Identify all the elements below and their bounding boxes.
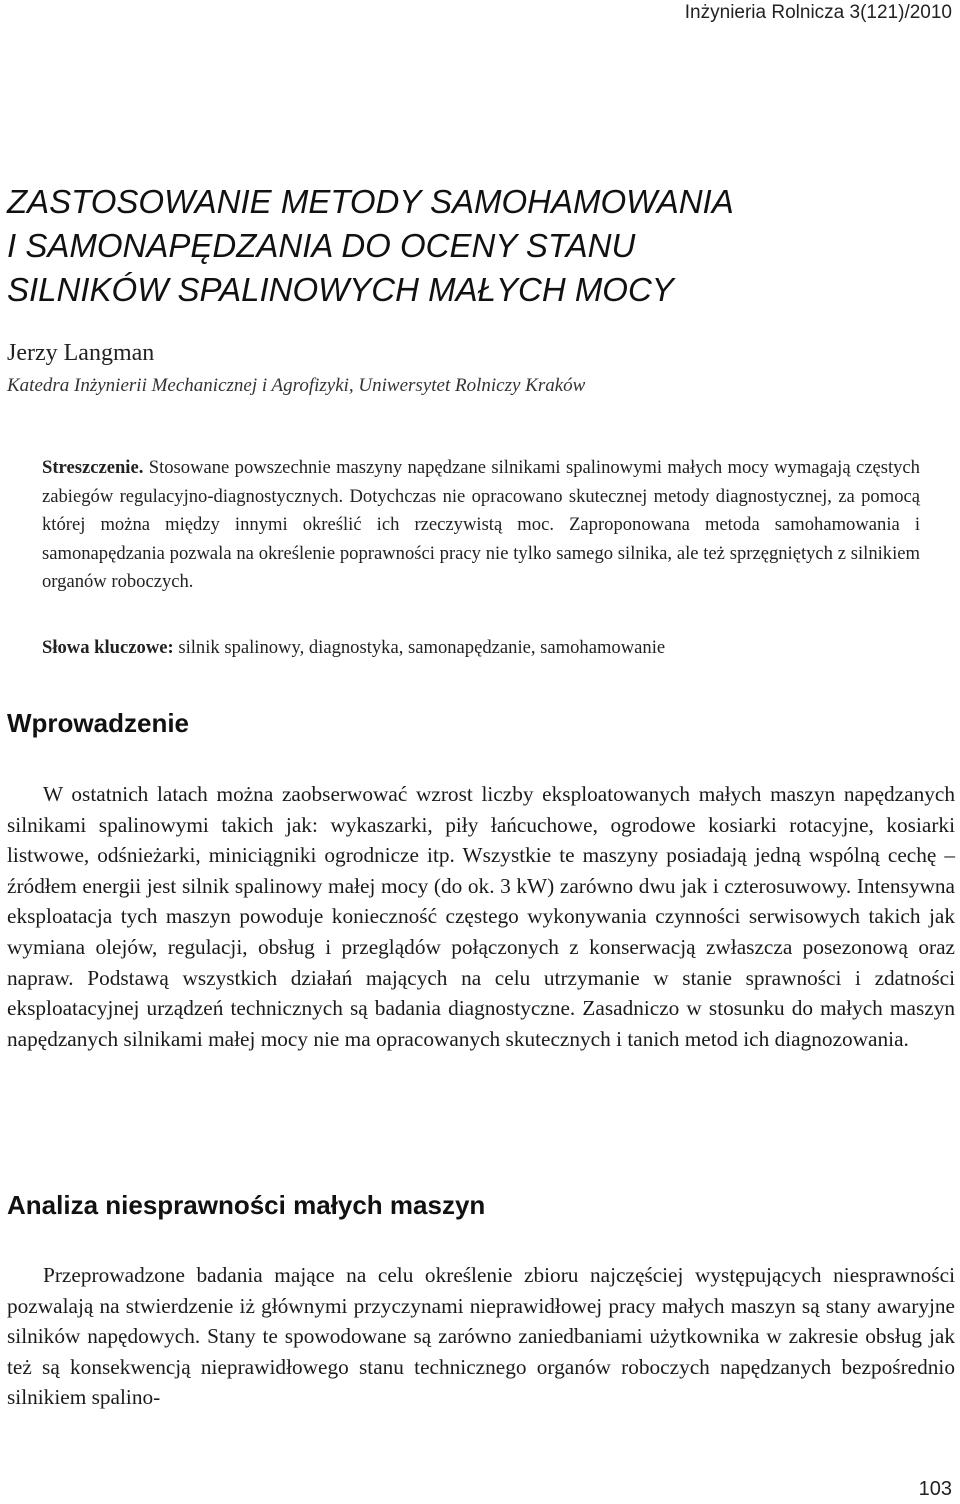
page-number: 103 xyxy=(918,1478,952,1500)
keywords-text: silnik spalinowy, diagnostyka, samonapędzanie, samohamowanie xyxy=(178,637,666,658)
abstract xyxy=(42,454,920,597)
abstract-label: Streszczenie. xyxy=(42,457,144,478)
paper-title xyxy=(7,180,907,312)
title-line-1: ZASTOSOWANIE METODY SAMOHAMOWANIA xyxy=(7,183,734,220)
keywords-label: Słowa kluczowe: xyxy=(42,637,174,658)
title-line-2: I SAMONAPĘDZANIA DO OCENY STANU xyxy=(7,227,636,264)
abstract-text: Stosowane powszechnie maszyny napędzane silnikami spalinowymi małych mocy wymagają częstych zabiegów regulacyjno-diagnostycznych. Dotychczas nie opracowano skutecznej metody diagnostycznej, za pomocą której można między innymi określić ich rzeczywistą moc. Zaproponowana metoda samohamowania i samonapędzania pozwala na określenie poprawności pracy nie tylko samego silnika, ale też sprzęgniętych z silnikiem organów roboczych. xyxy=(42,457,920,593)
section-paragraph-introduction: W ostatnich latach można zaobserwować wzrost liczby eksploatowanych małych maszyn napędzanych silnikami spalinowymi takich jak: wykaszarki, piły łańcuchowe, ogrodowe kosiarki rotacyjne, kosiarki listwowe, odśnieżarki, miniciągniki ogrodnicze itp. Wszystkie te maszyny posiadają jedną wspólną cechę – źródłem energii jest silnik spalinowy małej mocy (do ok. 3 kW) zarówno dwu jak i czterosuwowy. Intensywna eksploatacja tych maszyn powoduje konieczność częstego wykonywania czynności serwisowych takich jak wymiana olejów, regulacji, obsług i przeglądów połączonych z konserwacją zwłaszcza posezonową oraz napraw. Podstawą wszystkich działań mających na celu utrzymanie w stanie sprawności i zdatności eksploatacyjnej urządzeń technicznych są badania diagnostyczne. Zasadniczo w stosunku do małych maszyn napędzanych silnikami małej mocy nie ma opracowanych skutecznych i tanich metod ich diagnozowania. xyxy=(7,782,955,1051)
journal-running-header: Inżynieria Rolnicza 3(121)/2010 xyxy=(684,2,952,23)
section-heading-introduction: Wprowadzenie xyxy=(7,708,190,738)
section-heading-analysis: Analiza niesprawności małych maszyn xyxy=(7,1190,486,1220)
keywords xyxy=(42,634,920,662)
author-name: Jerzy Langman xyxy=(7,340,155,366)
title-line-3: SILNIKÓW SPALINOWYCH MAŁYCH MOCY xyxy=(7,271,674,308)
author-affiliation: Katedra Inżynierii Mechanicznej i Agrofizyki, Uniwersytet Rolniczy Kraków xyxy=(7,375,586,396)
section-paragraph-analysis: Przeprowadzone badania mające na celu określenie zbioru najczęściej występujących niesprawności pozwalają na stwierdzenie iż głównymi przyczynami nieprawidłowej pracy małych maszyn są stany awaryjne silników napędowych. Stany te spowodowane są zarówno zaniedbaniami użytkownika w zakresie obsług jak też są konsekwencją nieprawidłowego stanu technicznego organów roboczych napędzanych bezpośrednio silnikiem spalino- xyxy=(7,1263,955,1410)
